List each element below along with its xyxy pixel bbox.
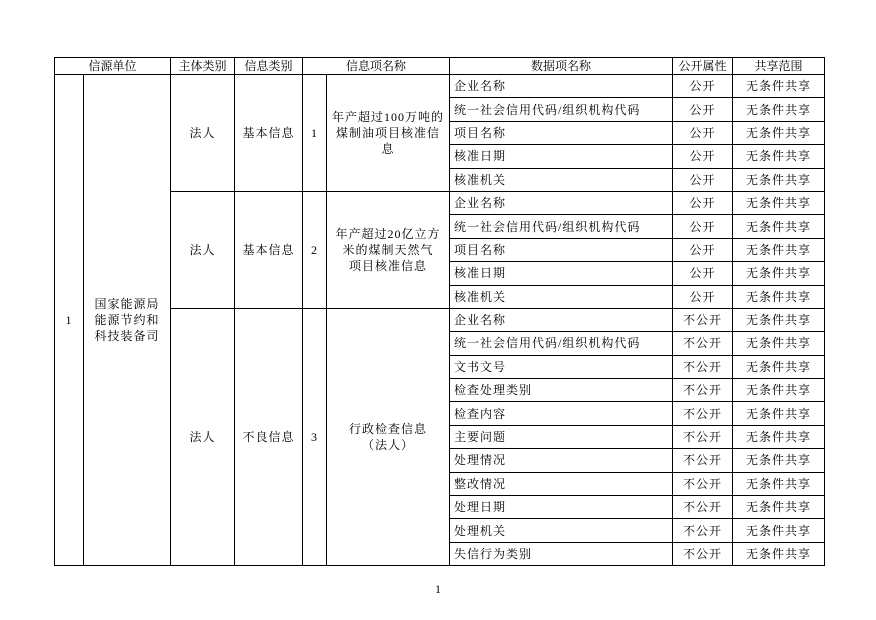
info-type-cell: 不良信息 xyxy=(235,308,303,565)
sharing-scope-cell: 无条件共享 xyxy=(733,121,825,144)
table-row xyxy=(55,308,825,331)
disclosure-cell: 不公开 xyxy=(673,519,733,542)
info-type-cell: 基本信息 xyxy=(235,75,303,192)
disclosure-cell: 公开 xyxy=(673,145,733,168)
info-item-number-cell: 1 xyxy=(303,75,327,192)
data-item-name-cell: 核准日期 xyxy=(450,145,673,168)
data-item-name-cell: 统一社会信用代码/组织机构代码 xyxy=(450,98,673,121)
info-item-name-line: 行政检查信息 xyxy=(349,422,428,437)
data-item-name-cell: 文书文号 xyxy=(450,355,673,378)
sharing-scope-cell: 无条件共享 xyxy=(733,145,825,168)
disclosure-cell: 不公开 xyxy=(673,425,733,448)
data-item-name-cell: 核准机关 xyxy=(450,285,673,308)
disclosure-cell: 不公开 xyxy=(673,355,733,378)
sharing-scope-cell: 无条件共享 xyxy=(733,285,825,308)
data-item-name-cell: 处理机关 xyxy=(450,519,673,542)
header-source-unit: 信源单位 xyxy=(55,58,171,75)
data-item-name-cell: 处理日期 xyxy=(450,496,673,519)
sharing-scope-cell: 无条件共享 xyxy=(733,308,825,331)
sharing-scope-cell: 无条件共享 xyxy=(733,215,825,238)
info-item-name-line: 息 xyxy=(381,141,395,156)
info-item-name-line: 米的煤制天然气 xyxy=(342,242,434,257)
disclosure-cell: 公开 xyxy=(673,75,733,98)
data-item-name-cell: 检查处理类别 xyxy=(450,379,673,402)
sharing-scope-cell: 无条件共享 xyxy=(733,519,825,542)
table-row xyxy=(55,191,825,214)
data-item-name-cell: 检查内容 xyxy=(450,402,673,425)
disclosure-cell: 不公开 xyxy=(673,472,733,495)
sharing-scope-cell: 无条件共享 xyxy=(733,75,825,98)
page-number: 1 xyxy=(435,582,441,596)
header-sharing-scope: 共享范围 xyxy=(733,58,825,75)
header-info-item-name: 信息项名称 xyxy=(303,58,450,75)
disclosure-cell: 公开 xyxy=(673,285,733,308)
source-unit-name-line: 科技装备司 xyxy=(94,329,160,344)
source-unit-name-line: 国家能源局 xyxy=(94,297,160,312)
source-unit-name-line: 能源节约和 xyxy=(94,313,160,328)
info-item-name-line: 年产超过100万吨的 xyxy=(332,109,445,124)
table-body xyxy=(55,75,825,566)
info-item-number-cell: 2 xyxy=(303,191,327,308)
table-row xyxy=(55,75,825,98)
header-data-item-name: 数据项名称 xyxy=(450,58,673,75)
sharing-scope-cell: 无条件共享 xyxy=(733,425,825,448)
data-item-name-cell: 企业名称 xyxy=(450,75,673,98)
data-table xyxy=(54,57,825,566)
sharing-scope-cell: 无条件共享 xyxy=(733,332,825,355)
data-item-name-cell: 核准日期 xyxy=(450,262,673,285)
sharing-scope-cell: 无条件共享 xyxy=(733,542,825,565)
info-type-cell: 基本信息 xyxy=(235,191,303,308)
info-item-name-cell xyxy=(327,308,450,565)
sharing-scope-cell: 无条件共享 xyxy=(733,379,825,402)
data-item-name-cell: 处理情况 xyxy=(450,449,673,472)
info-item-name-line: 项目核准信息 xyxy=(349,258,428,273)
info-item-name-cell xyxy=(327,75,450,192)
disclosure-cell: 不公开 xyxy=(673,379,733,402)
sharing-scope-cell: 无条件共享 xyxy=(733,98,825,121)
info-item-name-line: （法人） xyxy=(362,438,415,453)
data-item-name-cell: 失信行为类别 xyxy=(450,542,673,565)
header-info-type: 信息类别 xyxy=(235,58,303,75)
data-item-name-cell: 整改情况 xyxy=(450,472,673,495)
data-item-name-cell: 统一社会信用代码/组织机构代码 xyxy=(450,332,673,355)
sharing-scope-cell: 无条件共享 xyxy=(733,402,825,425)
disclosure-cell: 不公开 xyxy=(673,308,733,331)
header-row xyxy=(55,58,825,75)
data-item-name-cell: 项目名称 xyxy=(450,121,673,144)
data-item-name-cell: 项目名称 xyxy=(450,238,673,261)
sharing-scope-cell: 无条件共享 xyxy=(733,355,825,378)
subject-type-cell: 法人 xyxy=(171,308,235,565)
info-item-name-line: 年产超过20亿立方 xyxy=(335,226,441,241)
disclosure-cell: 公开 xyxy=(673,168,733,191)
data-item-name-cell: 核准机关 xyxy=(450,168,673,191)
sharing-scope-cell: 无条件共享 xyxy=(733,262,825,285)
disclosure-cell: 公开 xyxy=(673,262,733,285)
disclosure-cell: 公开 xyxy=(673,98,733,121)
info-item-number-cell: 3 xyxy=(303,308,327,565)
disclosure-cell: 不公开 xyxy=(673,449,733,472)
disclosure-cell: 公开 xyxy=(673,215,733,238)
disclosure-cell: 不公开 xyxy=(673,496,733,519)
disclosure-cell: 不公开 xyxy=(673,332,733,355)
disclosure-cell: 公开 xyxy=(673,121,733,144)
sharing-scope-cell: 无条件共享 xyxy=(733,449,825,472)
sharing-scope-cell: 无条件共享 xyxy=(733,238,825,261)
sharing-scope-cell: 无条件共享 xyxy=(733,496,825,519)
data-item-name-cell: 企业名称 xyxy=(450,308,673,331)
sharing-scope-cell: 无条件共享 xyxy=(733,472,825,495)
source-number-cell: 1 xyxy=(55,75,84,566)
subject-type-cell: 法人 xyxy=(171,191,235,308)
sharing-scope-cell: 无条件共享 xyxy=(733,191,825,214)
info-item-name-cell xyxy=(327,191,450,308)
disclosure-cell: 公开 xyxy=(673,191,733,214)
disclosure-cell: 公开 xyxy=(673,238,733,261)
header-disclosure: 公开属性 xyxy=(673,58,733,75)
header-subject-type: 主体类别 xyxy=(171,58,235,75)
disclosure-cell: 不公开 xyxy=(673,542,733,565)
disclosure-cell: 不公开 xyxy=(673,402,733,425)
data-item-name-cell: 统一社会信用代码/组织机构代码 xyxy=(450,215,673,238)
data-item-name-cell: 主要问题 xyxy=(450,425,673,448)
subject-type-cell: 法人 xyxy=(171,75,235,192)
info-item-name-line: 煤制油项目核准信 xyxy=(336,125,441,140)
data-item-name-cell: 企业名称 xyxy=(450,191,673,214)
sharing-scope-cell: 无条件共享 xyxy=(733,168,825,191)
source-unit-cell xyxy=(84,75,171,566)
